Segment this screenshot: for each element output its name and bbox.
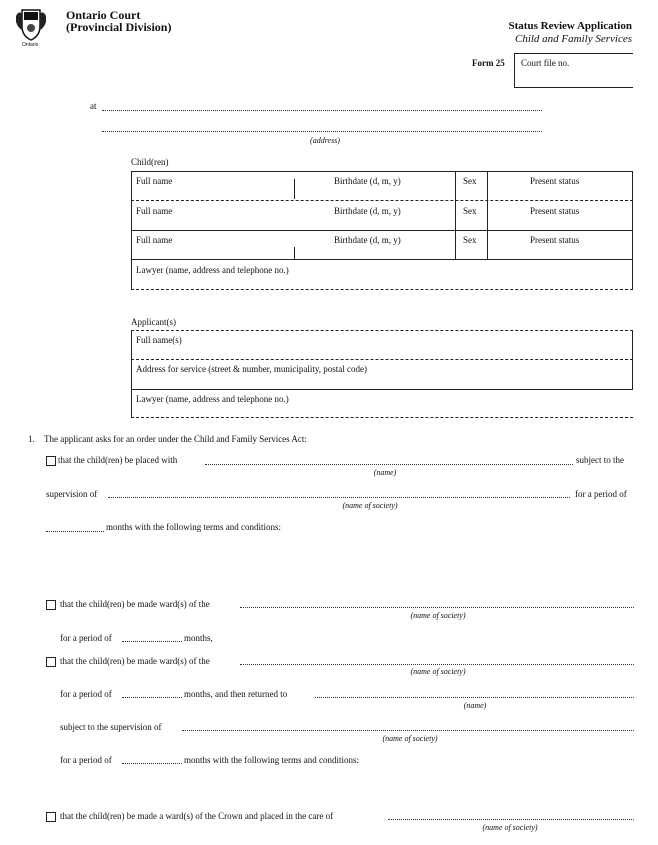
child-birthdate-label: Birthdate (d, m, y) <box>334 206 401 216</box>
court-file-box[interactable] <box>514 53 633 88</box>
opt3-period2-suffix: months with the following terms and conditions: <box>184 755 359 765</box>
para1-number: 1. <box>28 434 35 444</box>
form-title: Status Review Application <box>508 20 632 32</box>
months-terms-text: months with the following terms and conditions: <box>106 522 281 532</box>
child-birthdate-label: Birthdate (d, m, y) <box>334 176 401 186</box>
address-caption: (address) <box>310 136 340 145</box>
children-lawyer-label: Lawyer (name, address and telephone no.) <box>136 265 289 275</box>
court-division: (Provincial Division) <box>66 20 172 34</box>
option2-checkbox[interactable] <box>46 600 56 610</box>
name-caption: (name) <box>463 701 487 710</box>
applicants-section-label: Applicant(s) <box>131 317 176 327</box>
child-full-name-label: Full name <box>136 235 173 245</box>
society-caption: (name of society) <box>410 667 466 676</box>
form-number: Form 25 <box>472 58 505 68</box>
opt3-society-field[interactable] <box>240 664 634 665</box>
applicant-names-label: Full name(s) <box>136 335 182 345</box>
child-sex-label: Sex <box>463 206 477 216</box>
society-caption: (name of society) <box>342 501 398 510</box>
opt2-period-prefix: for a period of <box>60 633 112 643</box>
opt3-period2-prefix: for a period of <box>60 755 112 765</box>
child-sex-label: Sex <box>463 235 477 245</box>
opt3-subject-text: subject to the supervision of <box>60 722 162 732</box>
option1-checkbox[interactable] <box>46 456 56 466</box>
supervision-of-text: supervision of <box>46 489 98 499</box>
child-full-name-label: Full name <box>136 176 173 186</box>
supervision-society-field[interactable] <box>108 497 570 498</box>
opt3-period-mid: months, and then returned to <box>184 689 288 699</box>
applicants-table <box>131 330 633 418</box>
child-status-label: Present status <box>530 235 580 245</box>
child-full-name-label: Full name <box>136 206 173 216</box>
opt2-period-suffix: months, <box>184 633 213 643</box>
option3-checkbox[interactable] <box>46 657 56 667</box>
child-sex-label: Sex <box>463 176 477 186</box>
opt3-period-prefix: for a period of <box>60 689 112 699</box>
option2-text: that the child(ren) be made ward(s) of the <box>60 599 210 609</box>
child-status-label: Present status <box>530 206 580 216</box>
for-period-text: for a period of <box>575 489 627 499</box>
opt3-months-field[interactable] <box>122 697 182 698</box>
para1-text: The applicant asks for an order under the Child and Family Services Act: <box>44 434 307 444</box>
court-name: Ontario Court <box>66 8 141 22</box>
applicant-lawyer-label: Lawyer (name, address and telephone no.) <box>136 394 289 404</box>
option3-text: that the child(ren) be made ward(s) of the <box>60 656 210 666</box>
ward-society-field[interactable] <box>240 607 634 608</box>
option4-checkbox[interactable] <box>46 812 56 822</box>
applicant-address-label: Address for service (street & number, municipality, postal code) <box>136 364 367 374</box>
subject-to-text: subject to the <box>576 455 624 465</box>
ontario-crest-icon <box>14 6 48 48</box>
returned-to-field[interactable] <box>315 697 634 698</box>
court-address-field[interactable] <box>102 131 542 132</box>
option4-text: that the child(ren) be made a ward(s) of the Crown and placed in the care of <box>60 811 334 821</box>
opt3-months2-field[interactable] <box>122 763 182 764</box>
form-subtitle: Child and Family Services <box>514 33 632 45</box>
society-caption: (name of society) <box>482 823 538 832</box>
court-file-label: Court file no. <box>521 58 570 68</box>
placed-with-field[interactable] <box>205 464 573 465</box>
opt3-supervision-field[interactable] <box>182 730 634 731</box>
society-caption: (name of society) <box>410 611 466 620</box>
child-status-label: Present status <box>530 176 580 186</box>
at-label: at <box>90 101 97 111</box>
option1-text: that the child(ren) be placed with <box>58 455 178 465</box>
society-caption: (name of society) <box>382 734 438 743</box>
opt2-months-field[interactable] <box>122 641 182 642</box>
months-field[interactable] <box>46 531 104 532</box>
court-location-field[interactable] <box>102 110 542 111</box>
crest-caption: Ontario <box>22 42 39 48</box>
crown-care-field[interactable] <box>388 819 634 820</box>
name-caption: (name) <box>373 468 397 477</box>
child-birthdate-label: Birthdate (d, m, y) <box>334 235 401 245</box>
children-section-label: Child(ren) <box>131 157 169 167</box>
